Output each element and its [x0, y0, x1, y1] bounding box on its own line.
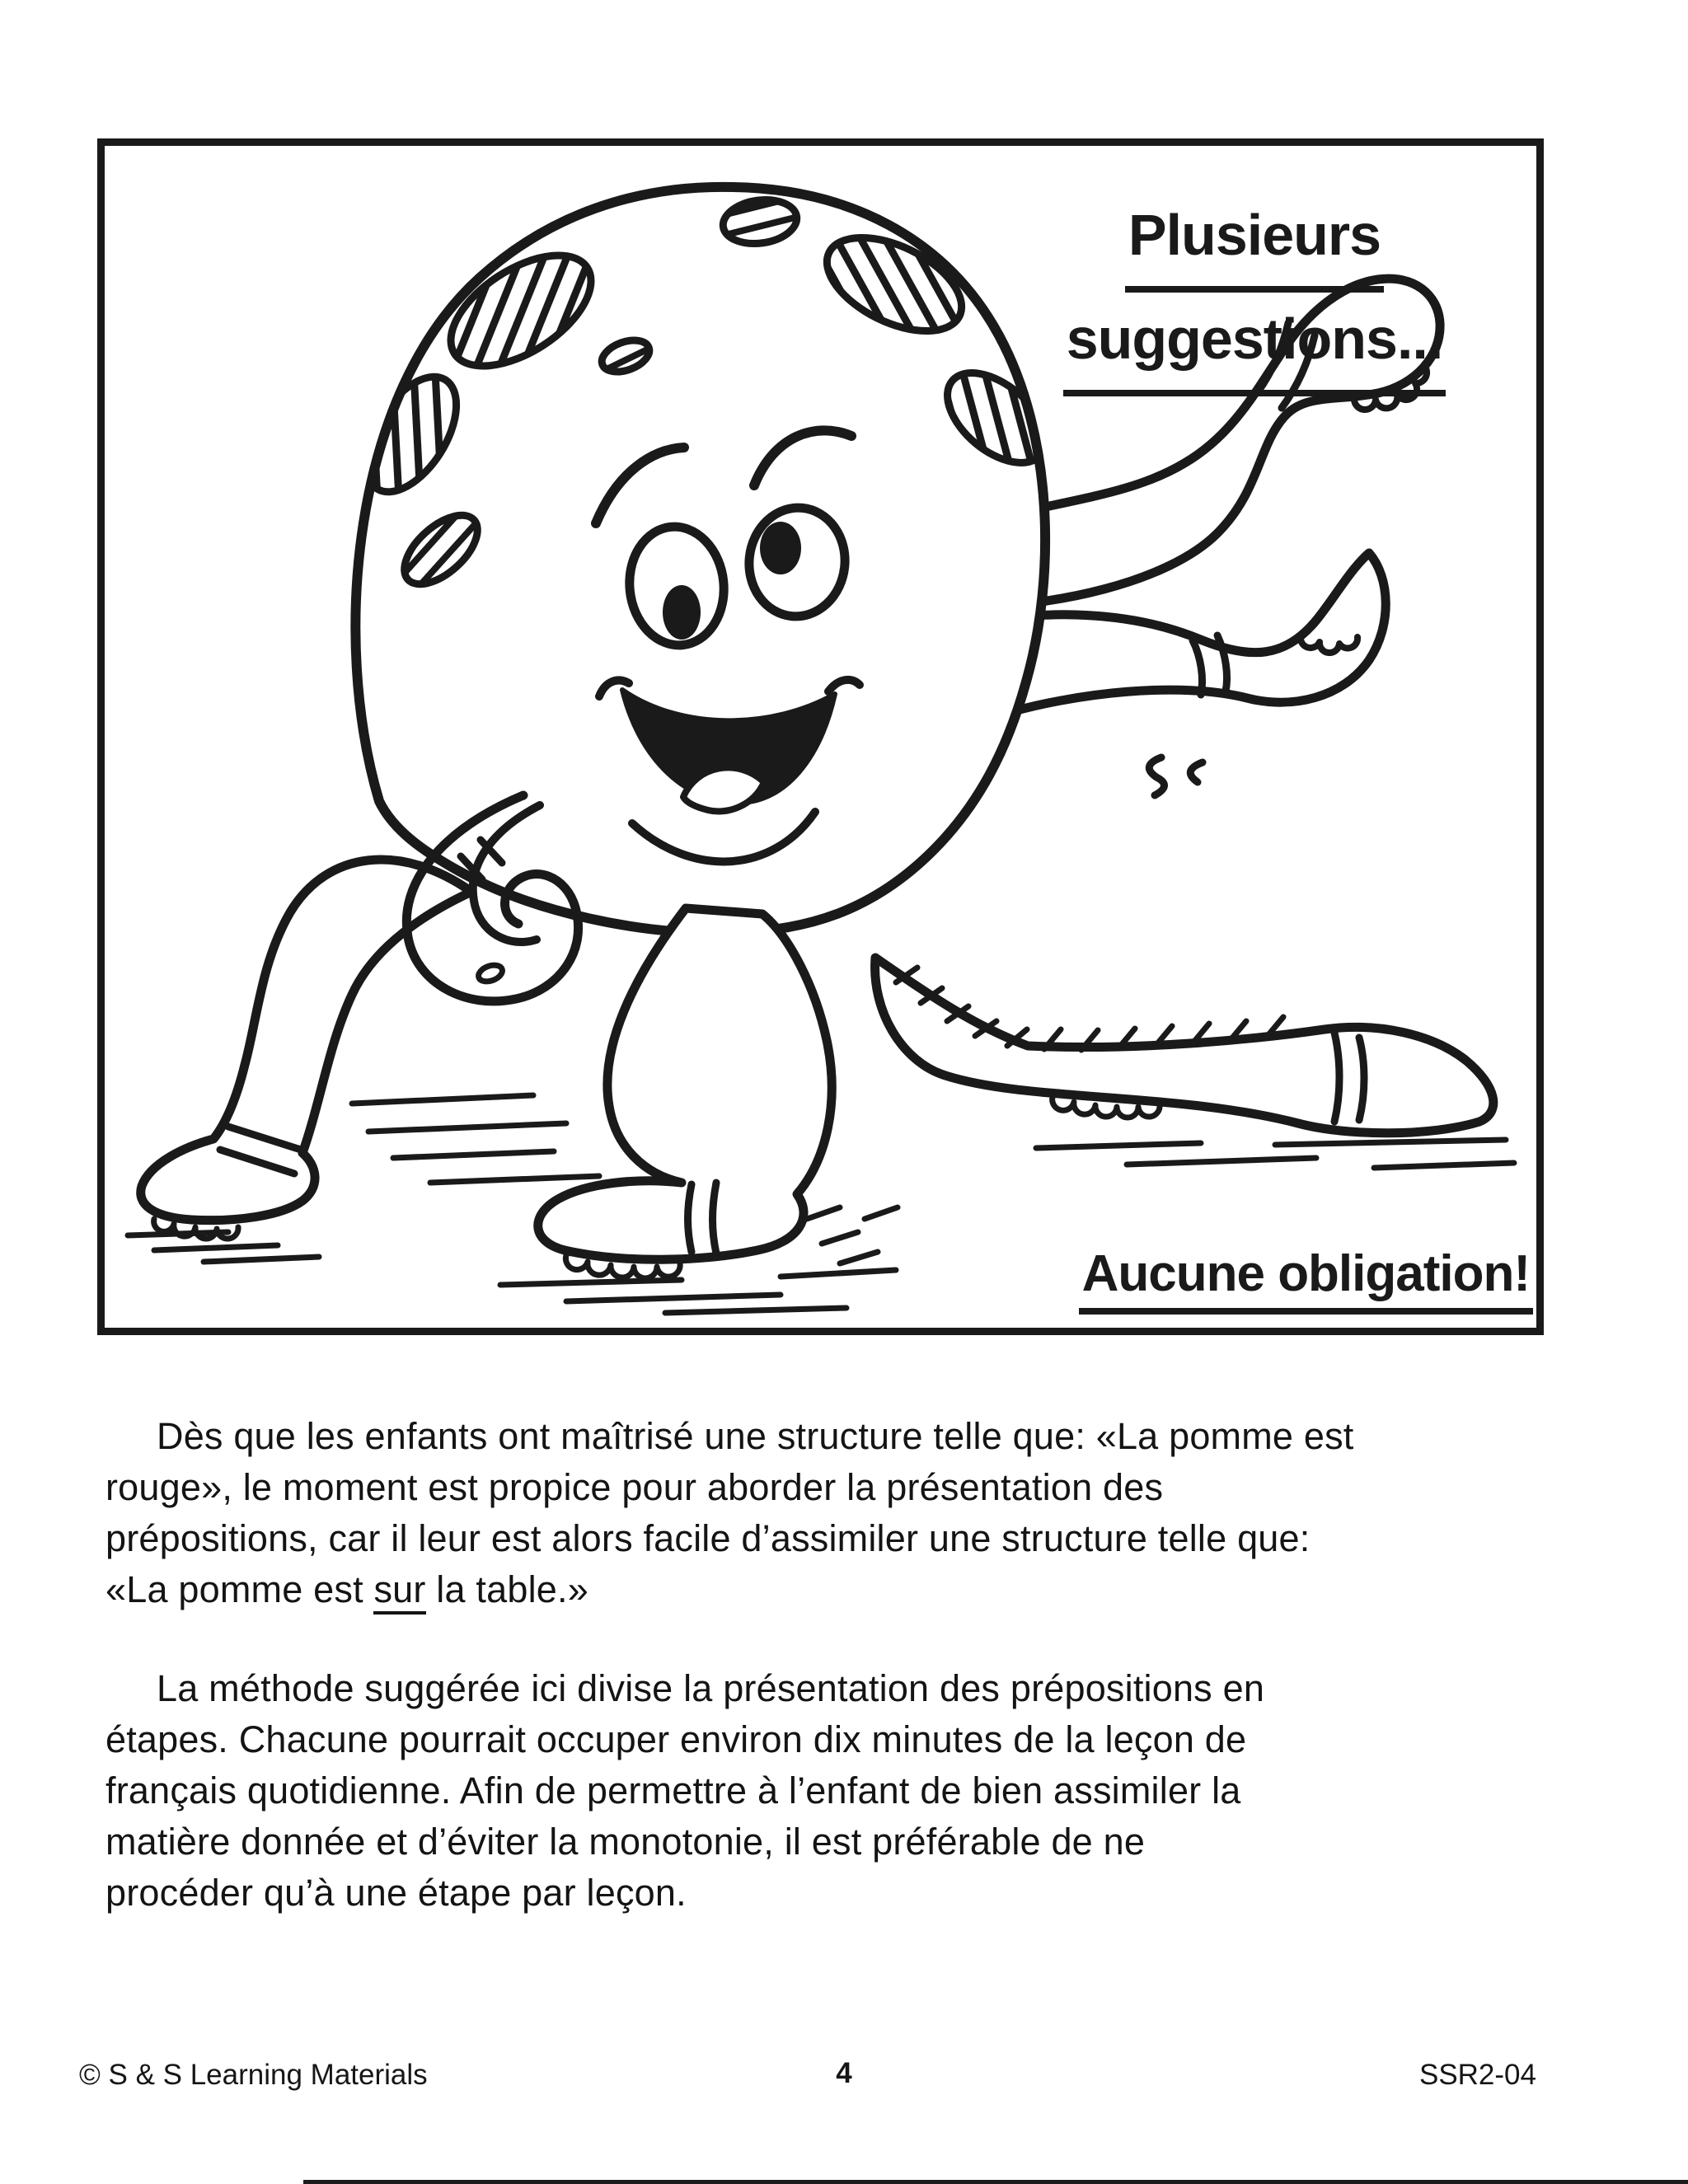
- paragraph-2: [106, 1663, 1581, 1919]
- headline-line-2: suggestions...: [1063, 293, 1447, 396]
- octopus-head: [348, 187, 1062, 933]
- headline: [991, 189, 1518, 396]
- paragraph-1-line-1: Dès que les enfants ont maîtrisé une structure telle que: «La pomme est: [157, 1415, 1354, 1457]
- paragraph-2-line-3: français quotidienne. Afin de permettre à l’enfant de bien assimiler la: [106, 1769, 1241, 1811]
- paragraph-1-line-3: prépositions, car il leur est alors facile d’assimiler une structure telle que:: [106, 1517, 1311, 1559]
- footer-page-number: 4: [836, 2057, 852, 2089]
- paragraph-2-line-4: matière donnée et d’éviter la monotonie, il est préférable de ne: [106, 1821, 1146, 1863]
- footer-code: SSR2-04: [1418, 2059, 1536, 2091]
- paragraph-1: [106, 1411, 1581, 1615]
- line4-before: «La pomme est: [106, 1568, 374, 1610]
- paragraph-2-line-1: La méthode suggérée ici divise la présentation des prépositions en: [157, 1667, 1265, 1709]
- tentacle-right-ground: [875, 958, 1493, 1133]
- banner: [1079, 1244, 1533, 1315]
- paragraph-2-line-5: procéder qu’à une étape par leçon.: [106, 1872, 687, 1914]
- banner-text: Aucune obligation!: [1079, 1244, 1533, 1315]
- footer-copyright: © S & S Learning Materials: [79, 2059, 428, 2091]
- headline-line-1: Plusieurs: [1125, 189, 1384, 293]
- tentacle-left-arch: [141, 860, 471, 1239]
- paragraph-2-line-2: étapes. Chacune pourrait occuper environ dix minutes de la leçon de: [106, 1718, 1247, 1760]
- scan-artifact-line: [303, 2180, 1688, 2184]
- tentacle-front-center: [538, 908, 832, 1278]
- line4-underlined-word: sur: [373, 1568, 425, 1615]
- paragraph-1-line-2: rouge», le moment est propice pour aborder la présentation des: [106, 1466, 1164, 1508]
- illustration-frame: [97, 138, 1544, 1335]
- line4-after: la table.»: [425, 1568, 588, 1610]
- paragraph-1-line-4: [106, 1564, 1581, 1615]
